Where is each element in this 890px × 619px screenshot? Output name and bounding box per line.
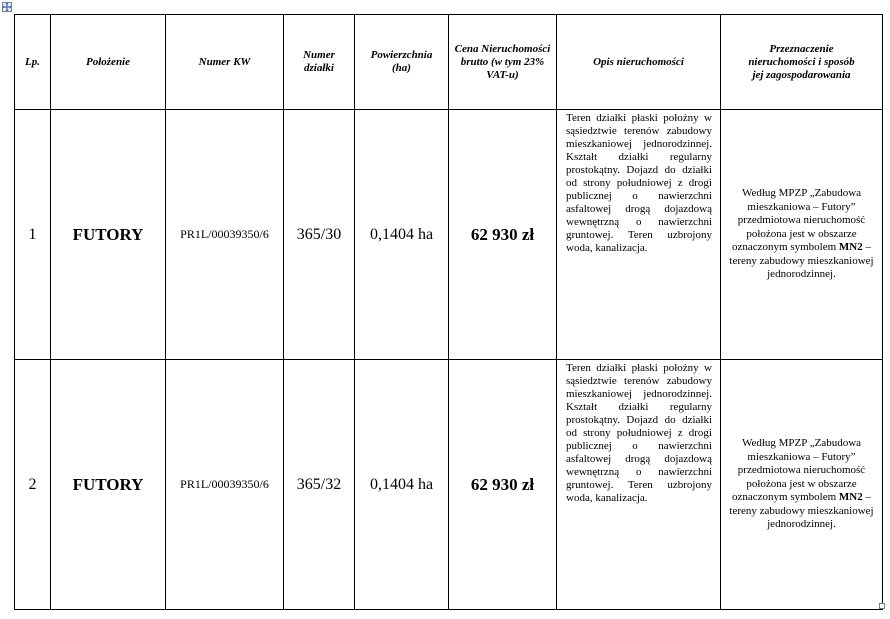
cell-purpose: [721, 110, 883, 360]
header-purpose: Przeznaczenie nieruchomości i sposób jej zagospodarowania: [721, 15, 883, 110]
cell-lp: 2: [15, 360, 51, 610]
table-row: [15, 110, 883, 360]
cell-description: Teren działki płaski położny w sąsiedztwie terenów zabudowy mieszkaniowej jednorodzinnej. Kształt działki regularny prostokątny. Dojazd do działki od strony południowej z drogi publicznej o nawierzchni asfaltowej drogą dojazdową wewnętrzną o nawierzchni gruntowej. Teren uzbrojony woda, kanalizacja.: [557, 110, 721, 360]
cell-location: FUTORY: [51, 360, 166, 610]
table-move-handle-icon[interactable]: [2, 2, 12, 12]
cell-location: FUTORY: [51, 110, 166, 360]
header-row: [15, 15, 883, 110]
table-row: [15, 360, 883, 610]
cell-kw: PR1L/00039350/6: [166, 110, 284, 360]
cell-price: 62 930 zł: [449, 110, 557, 360]
header-description: Opis nieruchomości: [557, 15, 721, 110]
cell-plot: 365/32: [284, 360, 355, 610]
header-price: Cena Nieruchomości brutto (w tym 23% VAT-u): [449, 15, 557, 110]
property-table: [14, 14, 883, 610]
table-resize-handle[interactable]: [879, 603, 885, 609]
purpose-symbol: MN2: [838, 241, 863, 254]
purpose-text: Według MPZP „Zabudowa mieszkaniowa – Futory” przedmiotowa nieruchomość położona jest w obszarze oznaczonym symbolem: [732, 187, 866, 254]
header-kw: Numer KW: [166, 15, 284, 110]
cell-plot: 365/30: [284, 110, 355, 360]
cell-lp: 1: [15, 110, 51, 360]
cell-description: Teren działki płaski położny w sąsiedztwie terenów zabudowy mieszkaniowej jednorodzinnej. Kształt działki regularny prostokątny. Dojazd do działki od strony południowej z drogi publicznej o nawierzchni asfaltowej drogą dojazdową wewnętrzną o nawierzchni gruntowej. Teren uzbrojony woda, kanalizacja.: [557, 360, 721, 610]
purpose-text-end: – tereny zabudowy mieszkaniowej jednorodzinnej.: [729, 491, 874, 531]
purpose-symbol: MN2: [838, 491, 863, 504]
cell-area: 0,1404 ha: [355, 110, 449, 360]
cell-area: 0,1404 ha: [355, 360, 449, 610]
cell-price: 62 930 zł: [449, 360, 557, 610]
cell-purpose: [721, 360, 883, 610]
header-lp: Lp.: [15, 15, 51, 110]
header-plot: Numer działki: [284, 15, 355, 110]
purpose-text-end: – tereny zabudowy mieszkaniowej jednorodzinnej.: [729, 241, 874, 281]
cell-kw: PR1L/00039350/6: [166, 360, 284, 610]
purpose-text: Według MPZP „Zabudowa mieszkaniowa – Futory” przedmiotowa nieruchomość położona jest w obszarze oznaczonym symbolem: [732, 437, 866, 504]
header-location: Położenie: [51, 15, 166, 110]
header-area: Powierzchnia (ha): [355, 15, 449, 110]
